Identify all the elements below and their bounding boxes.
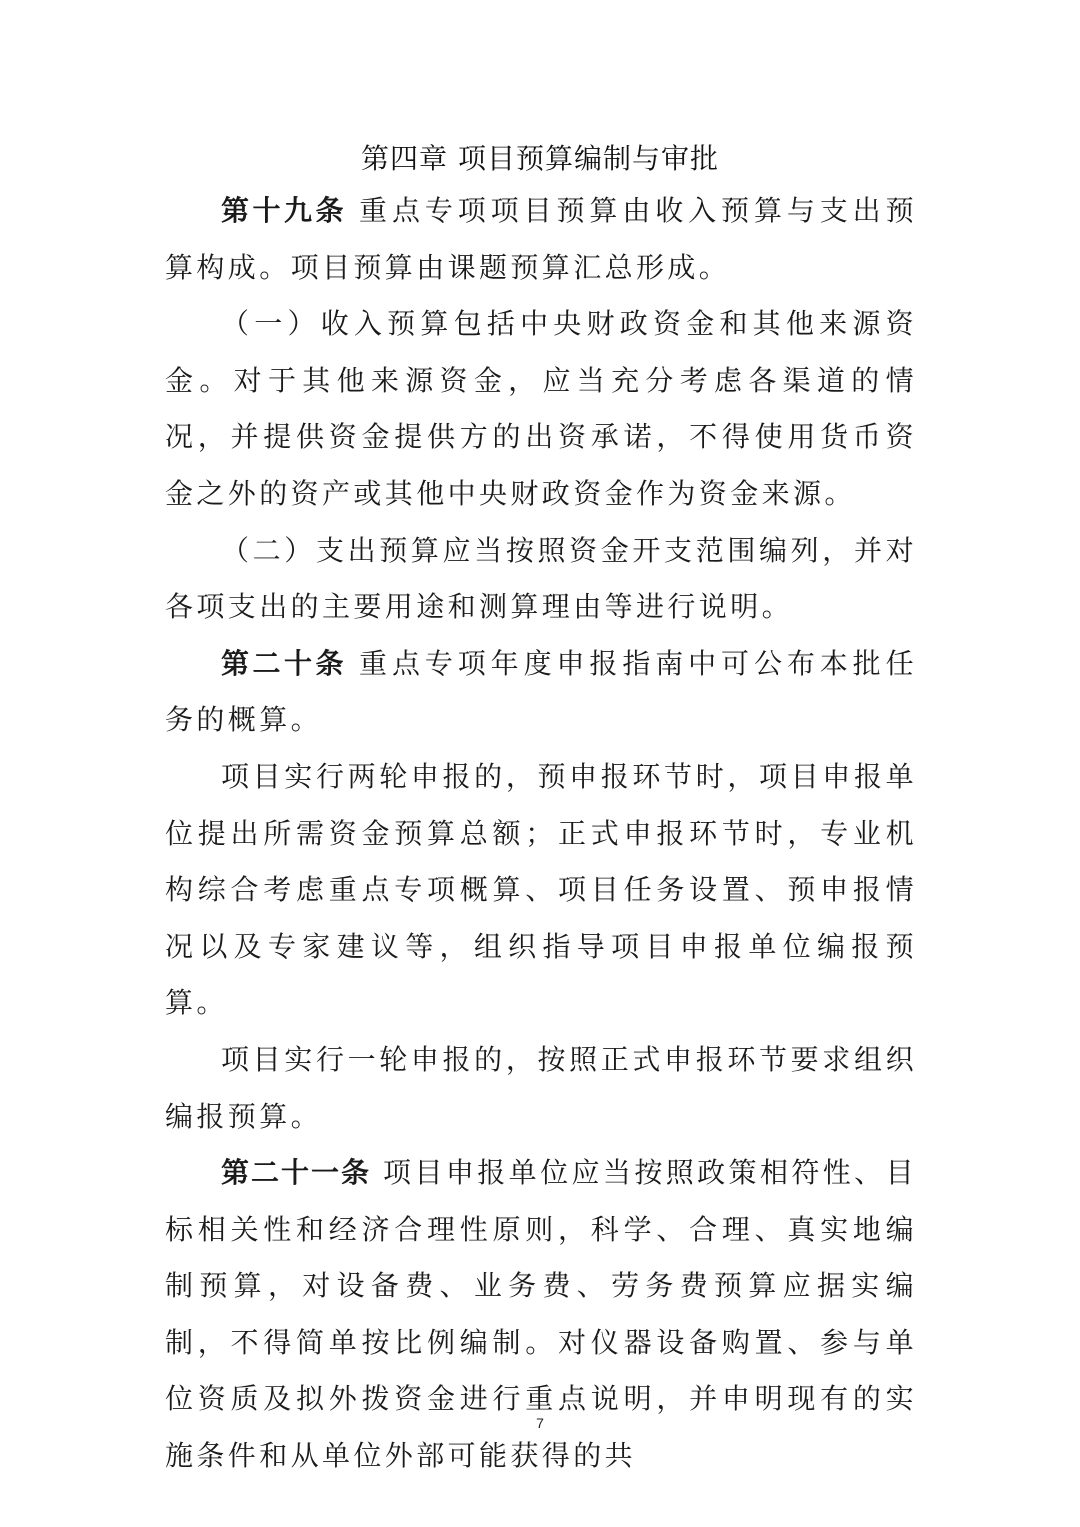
paragraph [165, 183, 917, 296]
chapter-title: 第四章 项目预算编制与审批 [361, 142, 719, 175]
paragraph [165, 296, 917, 522]
paragraph [165, 1032, 917, 1145]
paragraph-text: 项目实行两轮申报的，预申报环节时，项目申报单位提出所需资金预算总额；正式申报环节时，专业机构综合考虑重点专项概算、项目任务设置、预申报情况以及专家建议等，组织指导项目申报单位编报预算。 [165, 759, 917, 1020]
article-label: 第十九条 [221, 194, 348, 227]
paragraph-text: 项目申报单位应当按照政策相符性、目标相关性和经济合理性原则，科学、合理、真实地编制预算，对设备费、业务费、劳务费预算应据实编制，不得简单按比例编制。对仪器设备购置、参与单位资质及拟外拨资金进行重点说明，并申明现有的实施条件和从单位外部可能获得的共 [165, 1156, 917, 1473]
article-label: 第二十一条 [221, 1156, 372, 1190]
paragraph-text: 重点专项年度申报指南中可公布本批任务的概算。 [165, 646, 917, 737]
paragraph-text: （一）收入预算包括中央财政资金和其他来源资金。对于其他来源资金，应当充分考虑各渠道的情况，并提供资金提供方的出资承诺，不得使用货币资金之外的资产或其他中央财政资金作为资金来源。 [165, 307, 917, 510]
paragraph-text: （二）支出预算应当按照资金开支范围编列，并对各项支出的主要用途和测算理由等进行说明。 [165, 533, 917, 624]
paragraph [165, 749, 917, 1032]
article-label: 第二十条 [221, 646, 348, 680]
paragraph [165, 1145, 917, 1485]
page-number: 7 [536, 1415, 544, 1431]
paragraph [165, 636, 917, 749]
paragraph [165, 523, 917, 636]
paragraph-text: 项目实行一轮申报的，按照正式申报环节要求组织编报预算。 [165, 1042, 917, 1133]
paragraph-text: 重点专项项目预算由收入预算与支出预算构成。项目预算由课题预算汇总形成。 [165, 194, 917, 284]
document-body [165, 183, 917, 1485]
